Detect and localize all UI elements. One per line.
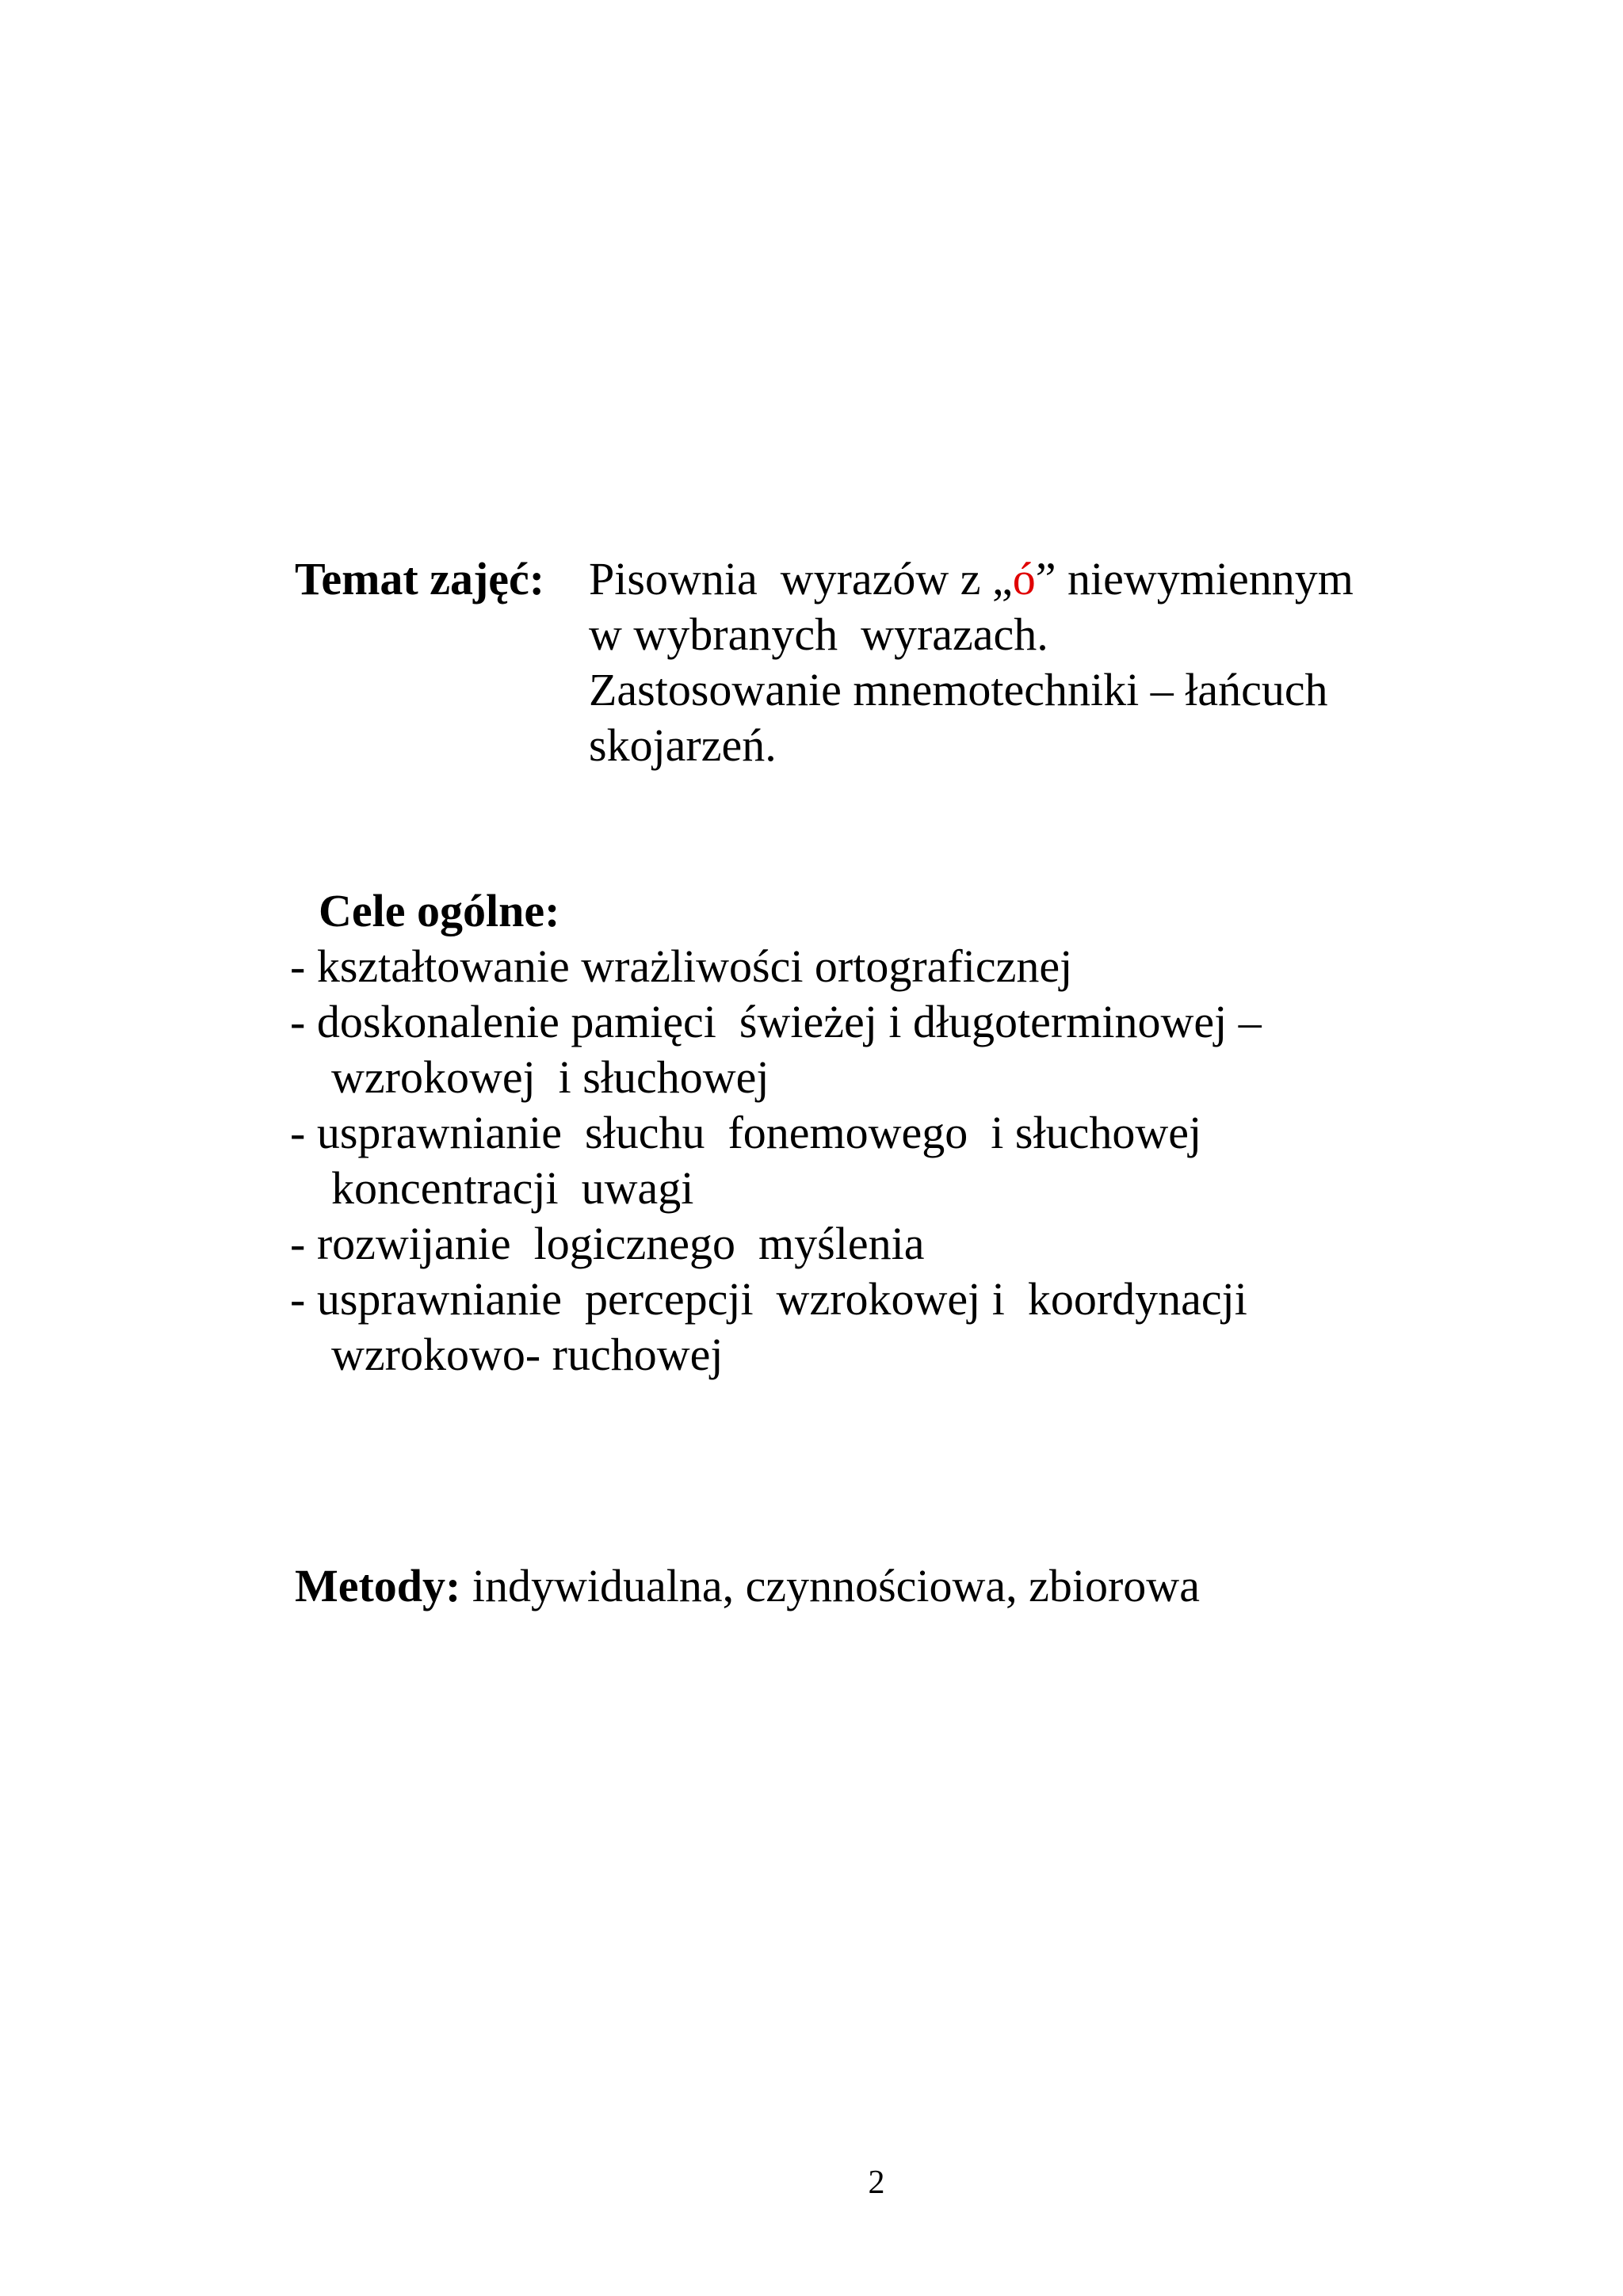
topic-line-1-start: Pisownia wyrazów z „ [589,553,1013,605]
methods-text: indywidualna, czynnościowa, zbiorowa [460,1560,1200,1611]
goals-heading: Cele ogólne: [319,885,560,936]
topic-line-4: skojarzeń. [589,719,777,771]
topic-line-1 [589,551,1354,607]
goal-item: - rozwijanie logicznego myślenia [290,1218,925,1269]
goal-item: - doskonalenie pamięci świeżej i długoterminowej – [290,996,1262,1047]
topic-line-1-end: ” niewymiennym [1035,553,1354,605]
page-number: 2 [868,2164,885,2201]
topic-line-2: w wybranych wyrazach. [589,608,1048,660]
topic-label: Temat zajęć: [295,553,545,605]
highlighted-letter: ó [1012,553,1036,605]
methods-label: Metody: [295,1560,461,1611]
goal-item-continuation: wzrokowo- ruchowej [331,1329,724,1380]
goal-item-continuation: koncentracji uwagi [331,1162,694,1214]
methods-line [295,1558,1200,1614]
topic-line-3: Zastosowanie mnemotechniki – łańcuch [589,664,1328,715]
goal-item: - kształtowanie wrażliwości ortograficznej [290,940,1073,992]
goal-item-continuation: wzrokowej i słuchowej [331,1051,769,1103]
goal-item: - usprawnianie percepcji wzrokowej i koordynacji [290,1273,1247,1325]
goal-item: - usprawnianie słuchu fonemowego i słuchowej [290,1107,1202,1158]
